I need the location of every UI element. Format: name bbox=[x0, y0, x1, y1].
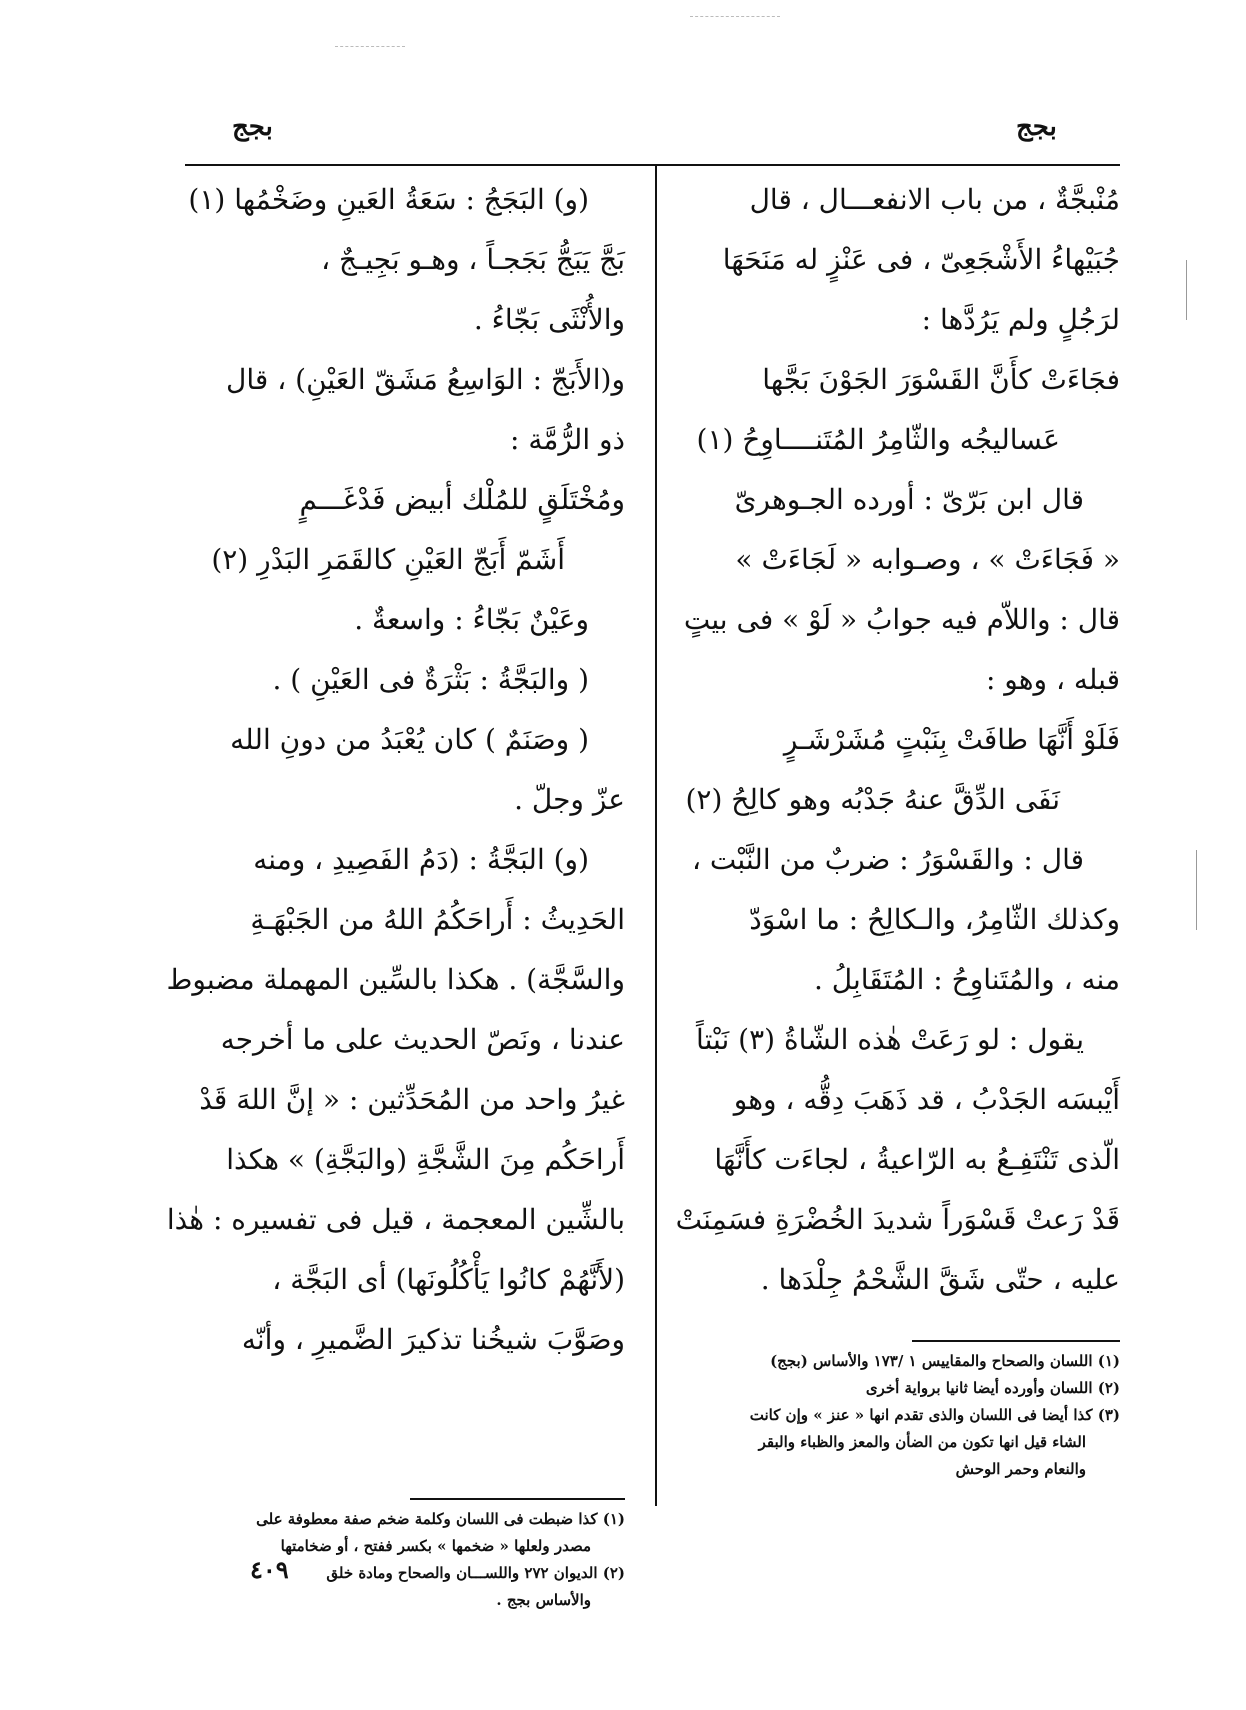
text-line: أَيْبسَه الجَدْبُ ، قد ذَهَبَ دِقُّه ، وهو bbox=[733, 1083, 1120, 1116]
footnote: (٣) كذا أيضا فى اللسان والذى تقدم انها « عنز » وإن كانت bbox=[749, 1406, 1120, 1424]
left-column bbox=[166, 170, 625, 1370]
verse-line: ومُخْتَلَقٍ للمُلْك أبيض فَدْغَـــمٍ bbox=[299, 483, 625, 516]
running-head-left: بجج bbox=[232, 112, 273, 142]
text-line: (لأَنَّهُمْ كانُوا يَأْكُلُونَها) أى البَجَّة ، bbox=[272, 1263, 625, 1296]
text-line: ( والبَجَّةُ : بَثْرَةٌ فى العَيْنِ ) . bbox=[272, 663, 589, 696]
text-line: منه ، والمُتَناوِحُ : المُتَقَابِلُ . bbox=[813, 963, 1120, 996]
footnote-continuation: مصدر ولعلها « ضخمها » بكسر ففتح ، أو ضخامتها bbox=[280, 1537, 591, 1555]
footnote: (٢) الديوان ٢٧٢ واللســـان والصحاح ومادة خلق bbox=[326, 1564, 625, 1582]
scan-speck bbox=[690, 16, 780, 17]
header-rule bbox=[185, 164, 1120, 166]
text-line: قال ابن بَرّىّ : أورده الجـوهرىّ bbox=[734, 483, 1084, 516]
text-line: الّذى تَنْتَفِـعُ به الرّاعيةُ ، لجاءَت كأَنَّهَا bbox=[714, 1143, 1120, 1176]
text-line: وصَوَّبَ شيخُنا تذكيرَ الضَّميرِ ، وأنّه bbox=[241, 1323, 625, 1356]
text-line: جُبَيْهاءُ الأَشْجَعِىّ ، فى عَنْزٍ له مَنَحَهَا bbox=[722, 243, 1120, 276]
text-line: (و) البَجَجُ : سَعَةُ العَينِ وضَخْمُها (١) bbox=[188, 183, 589, 216]
footnotes-right bbox=[690, 1348, 1120, 1483]
text-line: الحَدِيثُ : أَراحَكُمُ اللهُ من الجَبْهَـةِ bbox=[250, 903, 625, 936]
page-number: ٤٠٩ bbox=[250, 1555, 289, 1584]
text-line: والأُنْثَى بَجّاءُ . bbox=[473, 303, 625, 336]
text-line: لرَجُلٍ ولم يَرُدَّها : bbox=[921, 303, 1120, 336]
right-column bbox=[675, 170, 1120, 1310]
footnote: (٢) اللسان وأورده أيضا ثانيا برواية أخرى bbox=[865, 1379, 1120, 1397]
footnote-rule bbox=[912, 1340, 1120, 1342]
verse-line: فجَاءَتْ كأَنَّ القَسْوَرَ الجَوْنَ بَجَّها bbox=[762, 363, 1120, 396]
text-line: و(الأَبَجّ : الوَاسِعُ مَشَقّ العَيْنِ) ، قال bbox=[226, 363, 625, 396]
margin-mark bbox=[1196, 850, 1197, 930]
text-line: غيرُ واحد من المُحَدِّثين : « إنَّ اللهَ قَدْ bbox=[199, 1083, 625, 1116]
scan-speck bbox=[335, 46, 405, 47]
verse-line: عَساليجُه والثّامِرُ المُتَنــــاوِحُ (١) bbox=[696, 423, 1060, 456]
text-line: والسَّجَّة) . هكذا بالسِّين المهملة مضبوط bbox=[166, 963, 625, 996]
text-line: يقول : لو رَعَتْ هٰذه الشّاةُ (٣) نَبْتاً bbox=[696, 1023, 1084, 1056]
text-line: مُنْبجَّةٌ ، من باب الانفعـــال ، قال bbox=[749, 183, 1120, 216]
text-line: قبله ، وهو : bbox=[985, 663, 1120, 696]
verse-line: أَشَمّ أَبَجّ العَيْنِ كالقَمَرِ البَدْرِ (٢) bbox=[211, 543, 565, 576]
text-line: بَجَّ يَبَجُّ بَجَجـاً ، وهـو بَجِيـجٌ ، bbox=[321, 243, 625, 276]
text-line: وعَيْنٌ بَجّاءُ : واسعةٌ . bbox=[354, 603, 589, 636]
text-line: بالشِّين المعجمة ، قيل فى تفسيره : هٰذا bbox=[166, 1203, 625, 1236]
text-line: قال : واللاّم فيه جوابُ « لَوْ » فى بيتٍ bbox=[683, 603, 1120, 636]
text-line: ( وصَنَمٌ ) كان يُعْبَدُ من دونِ الله bbox=[230, 723, 589, 756]
text-line: قَدْ رَعتْ قَسْوَراً شديدَ الخُضْرَةِ فسَمِنَتْ bbox=[675, 1203, 1120, 1236]
column-divider bbox=[655, 166, 657, 1506]
verse-line: فَلَوْ أَنَّهَا طافَتْ بِنَبْتٍ مُشَرْشَـرٍ bbox=[783, 723, 1120, 756]
footnote-continuation: والأساس بجج . bbox=[496, 1591, 591, 1609]
margin-mark bbox=[1186, 260, 1187, 320]
text-line: « فَجَاءَتْ » ، وصـوابه « لَجَاءَتْ » bbox=[735, 543, 1120, 576]
text-line: (و) البَجَّةُ : (دَمُ الفَصِيدِ ، ومنه bbox=[253, 843, 589, 876]
footnote: (١) اللسان والصحاح والمقاييس ١ /١٧٣ والأساس (بجج) bbox=[770, 1352, 1120, 1370]
footnote-continuation: الشاء قيل انها تكون من الضأن والمعز والظباء والبقر bbox=[758, 1433, 1086, 1451]
text-line: عزّ وجلّ . bbox=[514, 783, 625, 816]
verse-line: نَفَى الدِّقَّ عنهُ جَدْبُه وهو كالِحُ (٢) bbox=[685, 783, 1060, 816]
text-line: قال : والقَسْوَرُ : ضربٌ من النَّبْت ، bbox=[691, 843, 1084, 876]
text-line: عندنا ، ونَصّ الحديث على ما أخرجه bbox=[220, 1023, 625, 1056]
footnote: (١) كذا ضبطت فى اللسان وكلمة ضخم صفة معطوفة على bbox=[256, 1510, 625, 1528]
text-line: ذو الرُّمَّة : bbox=[510, 423, 625, 456]
text-line: أَراحَكُم مِنَ الشَّجَّةِ (والبَجَّةِ) » هكذا bbox=[226, 1143, 625, 1176]
running-head-right: بجج bbox=[1016, 112, 1057, 142]
footnote-continuation: والنعام وحمر الوحش bbox=[955, 1460, 1086, 1478]
text-line: عليه ، حتّى شَقَّ الشَّحْمُ جِلْدَها . bbox=[760, 1263, 1120, 1296]
footnote-rule bbox=[410, 1498, 625, 1500]
text-line: وكذلك الثّامِرُ، والـكالِحُ : ما اسْوَدّ bbox=[749, 903, 1120, 936]
